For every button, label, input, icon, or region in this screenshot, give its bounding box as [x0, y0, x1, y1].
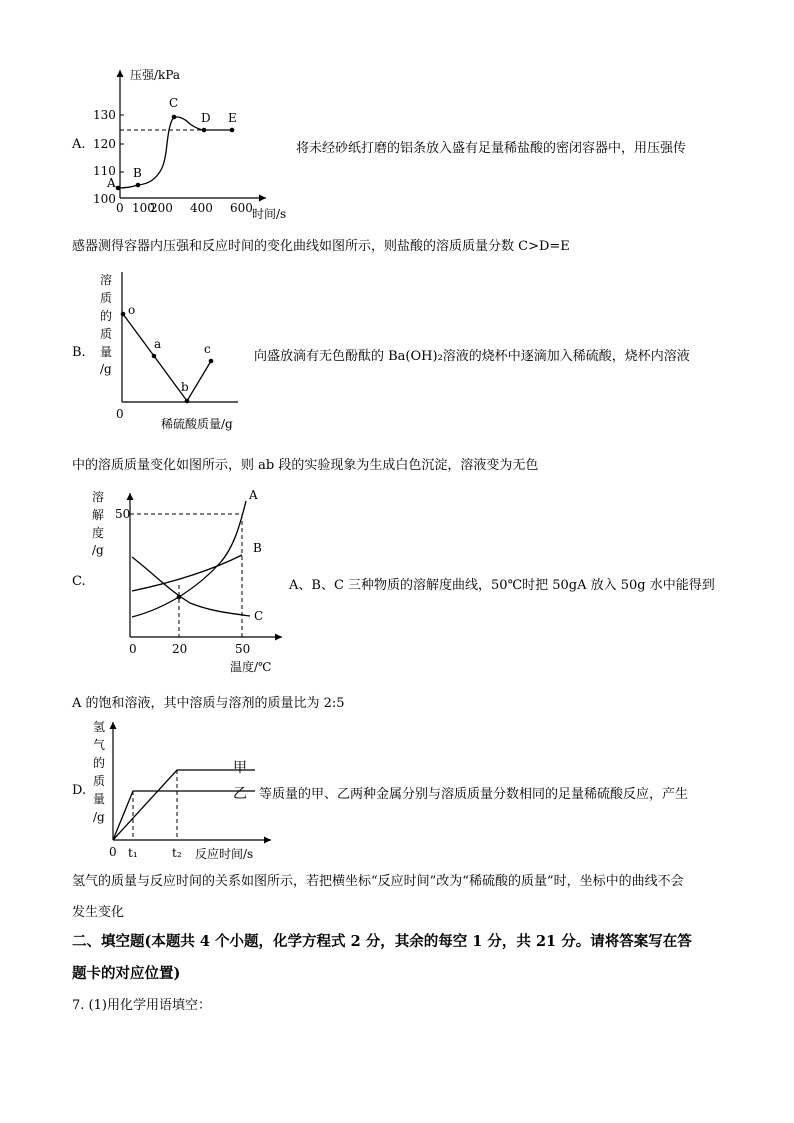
y-title-char: 的	[93, 756, 106, 770]
y-title-char: 度	[92, 526, 105, 540]
x-axis-title: 时间/s	[252, 207, 287, 221]
option-d-text-line2: 氢气的质量与反应时间的关系如图所示，若把横坐标“反应时间”改为“稀硫酸的质量”时，坐标中的曲线不会	[72, 874, 684, 889]
section-heading-line1: 二、填空题(本题共 4 个小题，化学方程式 2 分，其余的每空 1 分，共 21 分。请将答案写在答	[72, 933, 692, 950]
curve-jia	[113, 770, 255, 840]
option-c-text-line2: A 的饱和溶液，其中溶质与溶剂的质量比为 2:5	[72, 696, 345, 711]
solute-mass-line	[123, 314, 211, 401]
curve-b	[132, 555, 242, 591]
y-axis-title: 压强/kPa	[130, 68, 181, 82]
label-jia: 甲	[233, 760, 247, 776]
x-axis-title: 温度/℃	[230, 660, 272, 674]
x-tick-400: 400	[190, 201, 213, 215]
x-tick-20: 20	[172, 642, 188, 656]
x-axis-title: 稀硫酸质量/g	[161, 417, 233, 431]
label-d: D	[201, 111, 211, 125]
y-title-char: 质	[100, 327, 113, 341]
hydrogen-mass-graph	[105, 718, 285, 848]
option-a-letter: A.	[72, 137, 86, 152]
y-title-char: 的	[100, 309, 113, 323]
y-tick-110: 110	[93, 164, 116, 178]
label-curve-a: A	[249, 488, 258, 502]
option-d-text-line1: 等质量的甲、乙两种金属分别与溶质质量分数相同的足量稀硫酸反应，产生	[259, 787, 689, 802]
label-o: o	[128, 303, 136, 317]
y-tick-120: 120	[93, 137, 116, 151]
x-tick-50: 50	[235, 642, 251, 656]
y-tick-50: 50	[115, 507, 131, 521]
point-e	[230, 128, 235, 133]
option-d-letter: D.	[72, 783, 87, 798]
label-b: b	[181, 380, 189, 394]
option-b-text-line2: 中的溶质质量变化如图所示，则 ab 段的实验现象为生成白色沉淀，溶液变为无色	[72, 458, 539, 473]
option-a-text-line1: 将未经砂纸打磨的铝条放入盛有足量稀盐酸的密闭容器中，用压强传	[296, 141, 687, 156]
label-c: C	[169, 96, 179, 110]
point-a	[152, 354, 157, 359]
pressure-time-graph	[90, 62, 310, 222]
option-d-text-line3: 发生变化	[72, 905, 125, 920]
point-a	[116, 186, 121, 191]
y-title-char: 质	[100, 291, 113, 305]
y-title-char: 气	[93, 738, 106, 752]
option-c-text-line1: A、B、C 三种物质的溶解度曲线，50℃时把 50gA 放入 50g 水中能得到	[289, 578, 715, 593]
y-title-char: 溶	[92, 490, 105, 504]
label-a: A	[107, 176, 116, 190]
x-tick-0: 0	[116, 201, 124, 215]
y-tick-130: 130	[93, 108, 116, 122]
question-7: 7. (1)用化学用语填空：	[72, 998, 211, 1013]
y-tick-100: 100	[93, 192, 116, 206]
x-tick-t1: t₁	[128, 846, 138, 860]
label-curve-b: B	[253, 541, 262, 555]
solubility-curve-graph	[110, 485, 300, 645]
section-heading-line2: 题卡的对应位置)	[72, 965, 181, 982]
label-e: E	[228, 111, 237, 125]
y-title-char: /g	[93, 810, 105, 824]
curve-a	[132, 501, 246, 617]
x-tick-200: 200	[150, 201, 173, 215]
x-tick-t2: t₂	[172, 846, 182, 860]
option-c-letter: C.	[72, 574, 86, 589]
option-b-letter: B.	[72, 345, 86, 360]
label-a: a	[154, 337, 162, 351]
label-curve-c: C	[254, 609, 264, 623]
option-b-text-line1: 向盛放滴有无色酚酞的 Ba(OH)₂溶液的烧杯中逐滴加入稀硫酸，烧杯内溶液	[254, 349, 690, 364]
point-o	[121, 312, 126, 317]
option-a-text-line2: 感器测得容器内压强和反应时间的变化曲线如图所示，则盐酸的溶质质量分数 C>D=E	[72, 239, 570, 254]
y-title-char: 量	[93, 792, 106, 806]
x-axis-title: 反应时间/s	[195, 847, 254, 861]
x-tick-0: 0	[129, 642, 137, 656]
solute-mass-graph	[110, 270, 250, 410]
point-b	[136, 183, 141, 188]
y-title-char: 解	[92, 508, 105, 522]
point-d	[202, 128, 207, 133]
label-c: c	[204, 342, 211, 356]
y-title-char: /g	[100, 362, 112, 376]
y-title-char: 溶	[100, 273, 113, 287]
y-title-char: 质	[93, 774, 106, 788]
intersection-point	[177, 595, 182, 600]
point-c	[209, 359, 214, 364]
y-title-char: 氢	[93, 720, 106, 734]
point-b	[185, 399, 190, 404]
label-yi: 乙	[233, 786, 247, 802]
y-title-char: 量	[100, 345, 113, 359]
x-tick-0: 0	[109, 845, 117, 859]
origin-label: 0	[116, 407, 124, 421]
label-b: B	[133, 166, 142, 180]
x-tick-600: 600	[230, 201, 253, 215]
point-c	[172, 115, 177, 120]
y-title-char: /g	[92, 543, 104, 557]
x-tick-100: 100	[132, 201, 155, 215]
